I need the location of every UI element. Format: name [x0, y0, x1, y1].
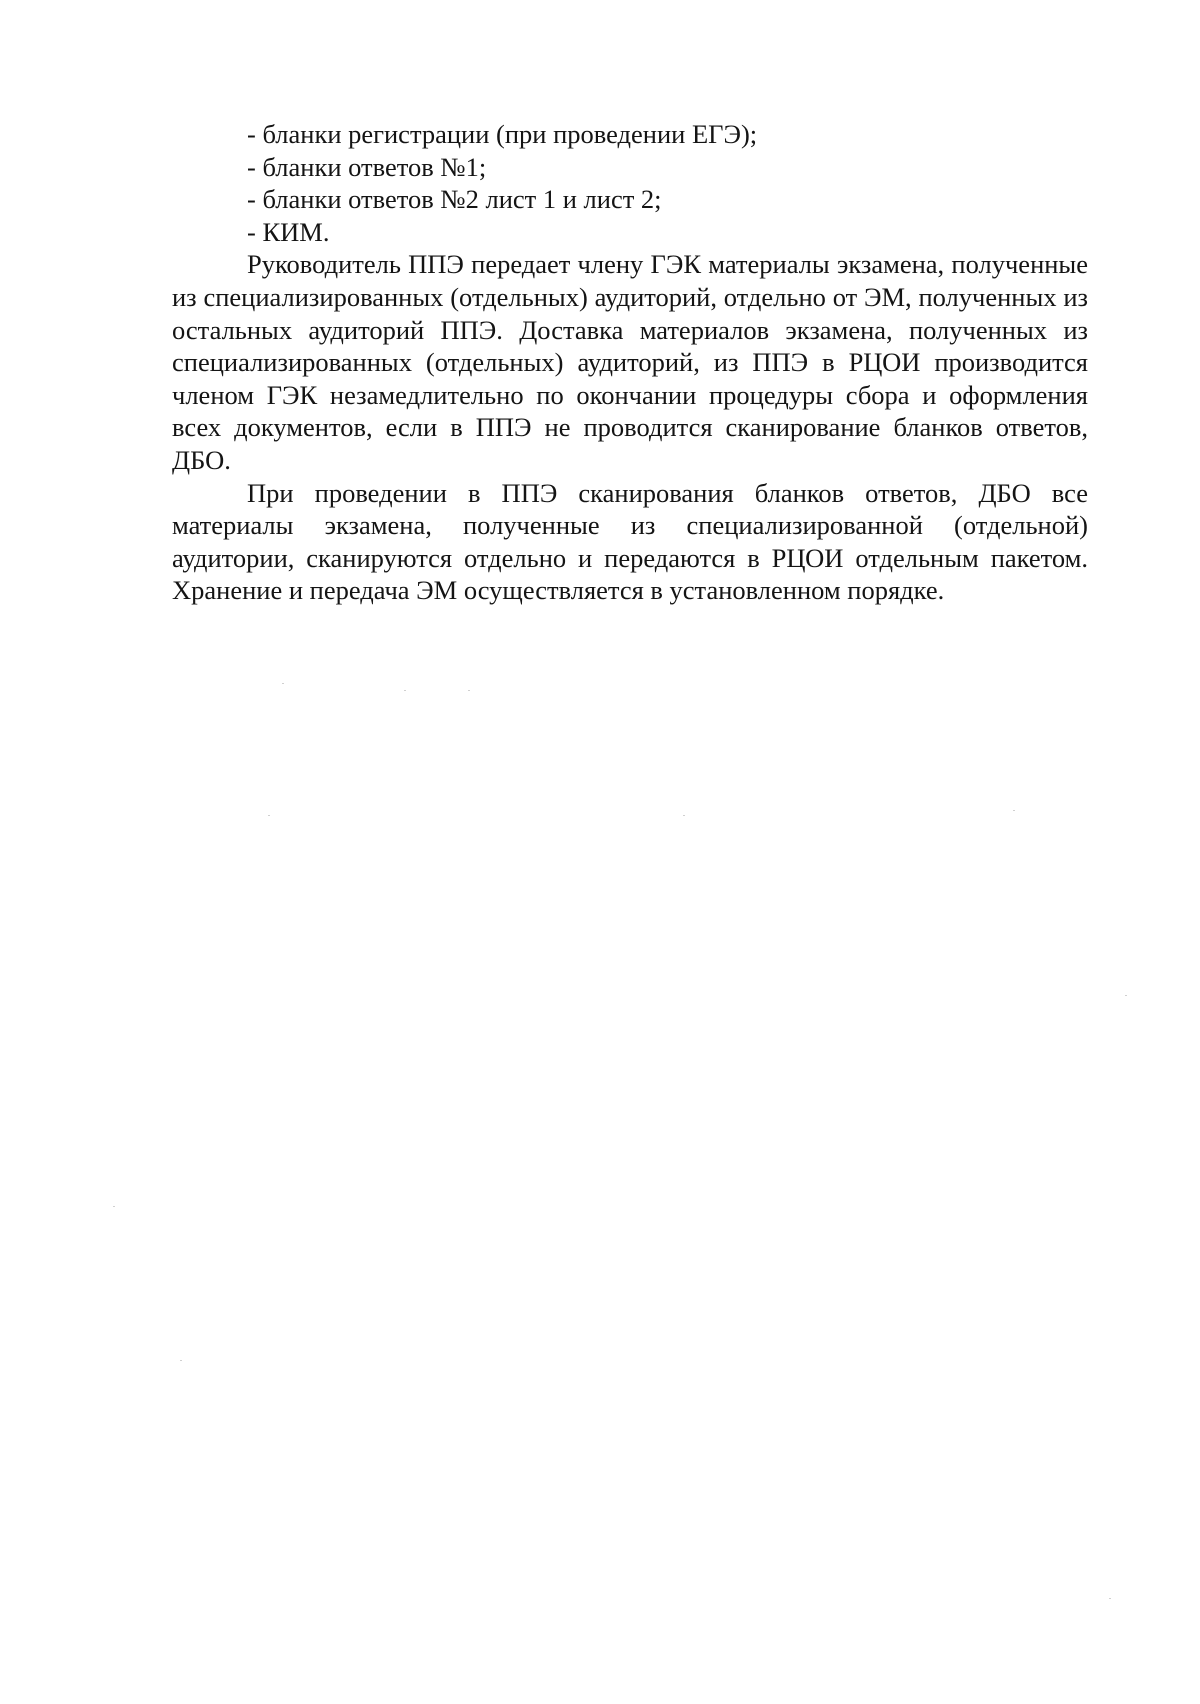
paragraph-delivery: Руководитель ППЭ передает члену ГЭК материалы экзамена, полученные из специализированных (отдельных) аудиторий, отдельно от ЭМ, полученных из остальных аудиторий ППЭ. Доставка материалов экзамена, полученных из специализированных (отдельных) аудиторий, из ППЭ в РЦОИ производится членом ГЭК незамедлительно по окончании процедуры сбора и оформления всех документов, если в ППЭ не проводится сканирование бланков ответов, ДБО.: [172, 249, 1088, 475]
list-item-answer-forms-2: - бланки ответов №2 лист 1 и лист 2;: [247, 184, 662, 215]
paragraph-scanning: При проведении в ППЭ сканирования бланков ответов, ДБО все материалы экзамена, полученные из специализированной (отдельной) аудитории, сканируются отдельно и передаются в РЦОИ отдельным пакетом. Хранение и передача ЭМ осуществляется в установленном порядке.: [172, 477, 1088, 606]
scan-speck: [282, 683, 284, 684]
scan-speck: [468, 690, 470, 691]
scan-speck: [1109, 1598, 1111, 1599]
scan-speck: [180, 1360, 182, 1361]
document-body: [172, 118, 1088, 607]
scan-speck: [1013, 810, 1015, 811]
list-item-registration-forms: - бланки регистрации (при проведении ЕГЭ);: [247, 119, 758, 149]
scan-speck: [404, 690, 406, 691]
scan-speck: [1125, 995, 1127, 996]
scan-speck: [113, 1206, 115, 1207]
scan-speck: [268, 815, 270, 816]
scan-speck: [683, 815, 685, 816]
list-item-kim: - КИМ.: [247, 216, 330, 247]
list-item-answer-forms-1: - бланки ответов №1;: [247, 151, 487, 182]
